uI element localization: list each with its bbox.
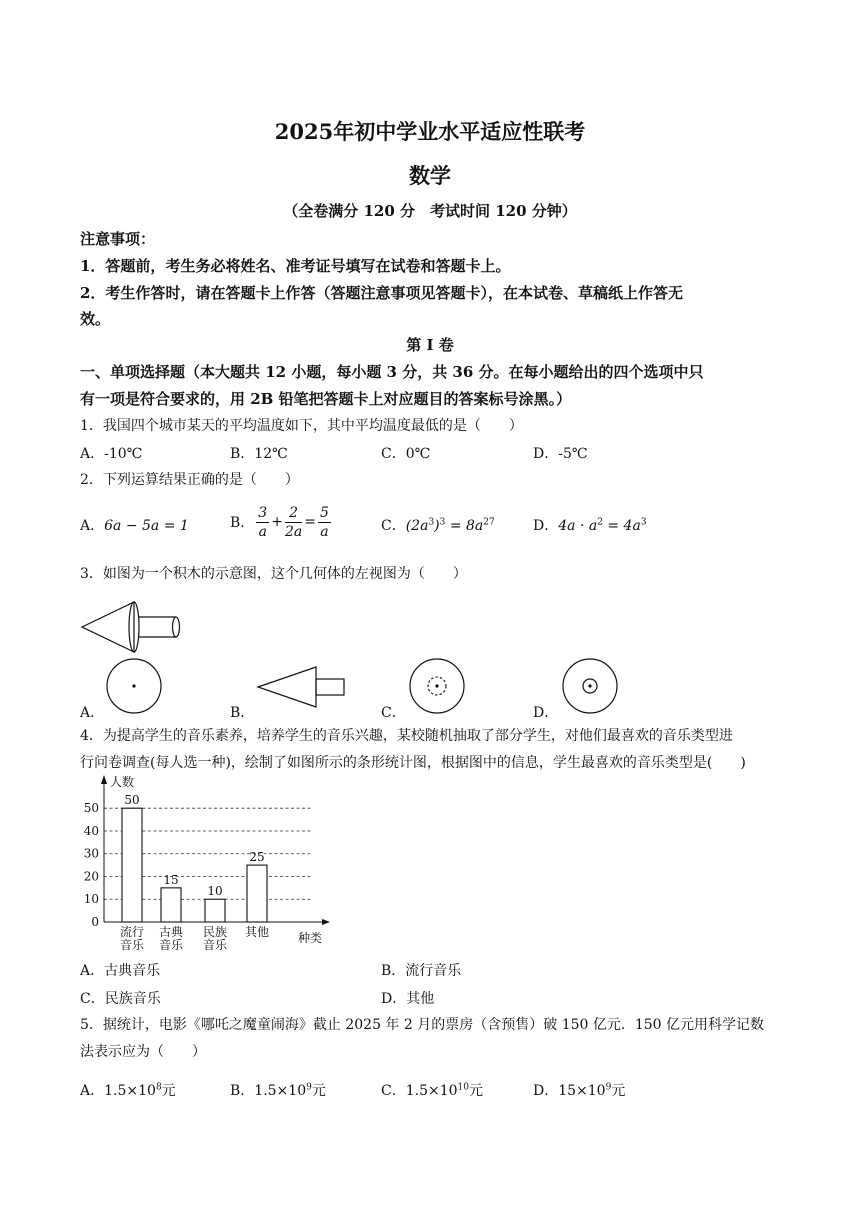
exam-info: （全卷满分 120 分 考试时间 120 分钟） bbox=[283, 202, 577, 220]
bar bbox=[205, 899, 225, 922]
q2-frac-3: $\frac{5}{a}$ bbox=[319, 504, 329, 540]
q4-stem: 4．为提高学生的音乐素养，培养学生的音乐兴趣，某校随机抽取了部分学生，对他们最喜欢的音乐类型进 bbox=[80, 728, 733, 744]
bar bbox=[161, 888, 181, 922]
notice-item-2-cont: 效。 bbox=[80, 310, 111, 328]
y-tick-label: 10 bbox=[83, 892, 99, 907]
volume-title: 第 I 卷 bbox=[406, 336, 454, 354]
y-tick-label: 0 bbox=[91, 915, 99, 929]
y-axis-arrow bbox=[101, 775, 107, 784]
block-figure bbox=[78, 598, 188, 658]
option-d-figure bbox=[560, 657, 624, 717]
y-axis-label: 人数 bbox=[110, 775, 135, 789]
q5-option-a: A．$1.5\times 10^8$元 bbox=[80, 1082, 176, 1099]
q2-option-d: D．$4a \cdot a^2 = 4a^3$ bbox=[533, 517, 647, 534]
q4-option-a: A．古典音乐 bbox=[80, 963, 161, 979]
q3-stem: 3．如图为一个积木的示意图，这个几何体的左视图为（ ） bbox=[80, 566, 467, 582]
section-heading-cont: 有一项是符合要求的，用 2B 铅笔把答题卡上对应题目的答案标号涂黑。） bbox=[80, 390, 572, 408]
q4-option-c: C．民族音乐 bbox=[80, 991, 161, 1007]
q2-label-a: A． bbox=[80, 518, 105, 534]
q4-stem-cont: 行问卷调查(每人选一种)，绘制了如图所示的条形统计图，根据图中的信息，学生最喜欢的音乐类型是( ) bbox=[80, 755, 746, 771]
q4-option-d: D．其他 bbox=[381, 991, 435, 1007]
bar-value-label: 50 bbox=[124, 793, 140, 808]
q2-label-c: C． bbox=[381, 518, 406, 534]
y-tick-label: 30 bbox=[83, 846, 99, 861]
x-axis-label: 种类 bbox=[298, 931, 323, 945]
category-label: 其他 bbox=[244, 925, 270, 939]
option-b-figure bbox=[254, 665, 350, 709]
bar-value-label: 15 bbox=[163, 872, 179, 887]
q3-option-c: C． bbox=[381, 705, 406, 721]
category-label: 音乐 bbox=[119, 938, 145, 952]
y-tick-label: 20 bbox=[83, 869, 99, 884]
q3-option-d: D． bbox=[533, 705, 559, 721]
option-a-figure bbox=[104, 657, 168, 717]
q5-option-b: B．$1.5\times 10^9$元 bbox=[230, 1082, 326, 1099]
q2-option-b: B． $\frac{3}{a}$ + $\frac{2}{2a}$ = $\frac{5}{a}$ bbox=[230, 504, 329, 540]
bar-value-label: 25 bbox=[249, 850, 265, 865]
x-axis-arrow bbox=[322, 919, 330, 925]
q5-stem-cont: 法表示应为（ ） bbox=[80, 1044, 206, 1060]
q1-option-b: B．12℃ bbox=[230, 446, 288, 462]
q5-stem: 5．据统计，电影《哪吒之魔童闹海》截止 2025 年 2 月的票房（含预售）破 150 亿元．150 亿元用科学记数 bbox=[80, 1017, 765, 1033]
q3-option-b: B． bbox=[230, 705, 255, 721]
q3-option-a: A． bbox=[80, 705, 105, 721]
category-label: 民族 bbox=[202, 925, 228, 939]
q2-expr-a: 6a − 5a = 1 bbox=[104, 518, 189, 534]
q2-option-a bbox=[80, 515, 189, 535]
q5-option-d: D．$15\times 10^9$元 bbox=[533, 1082, 626, 1099]
notice-item-1: 1．答题前，考生务必将姓名、准考证号填写在试卷和答题卡上。 bbox=[80, 257, 511, 275]
y-tick-label: 40 bbox=[83, 823, 99, 838]
subject-title: 数学 bbox=[409, 163, 451, 188]
q2-frac-1: $\frac{3}{a}$ bbox=[258, 504, 268, 540]
music-bar-chart bbox=[80, 772, 340, 962]
category-label: 音乐 bbox=[158, 938, 184, 952]
q5-option-c: C．$1.5\times 10^{10}$元 bbox=[381, 1082, 483, 1099]
q2-label-d: D． bbox=[533, 518, 559, 534]
option-c-figure bbox=[407, 657, 471, 717]
section-heading: 一、单项选择题（本大题共 12 小题，每小题 3 分，共 36 分。在每小题给出的四个选项中只 bbox=[80, 363, 704, 381]
q1-option-c: C．0℃ bbox=[381, 446, 431, 462]
bar bbox=[247, 865, 267, 922]
q1-option-d: D．-5℃ bbox=[533, 446, 588, 462]
category-label: 音乐 bbox=[202, 938, 228, 952]
q2-option-c: C．$(2a^3)^3 = 8a^{27}$ bbox=[381, 517, 495, 534]
q2-frac-2: $\frac{2}{2a}$ bbox=[284, 504, 303, 540]
q4-option-b: B．流行音乐 bbox=[381, 963, 462, 979]
bar-value-label: 10 bbox=[207, 884, 223, 899]
category-label: 流行 bbox=[119, 925, 145, 939]
notice-heading: 注意事项： bbox=[80, 230, 156, 248]
bar bbox=[122, 808, 142, 922]
q1-stem: 1．我国四个城市某天的平均温度如下，其中平均温度最低的是（ ） bbox=[80, 418, 523, 434]
q2-label-b: B． bbox=[230, 515, 255, 531]
category-label: 古典 bbox=[158, 925, 184, 939]
q1-option-a: A．-10℃ bbox=[80, 446, 143, 462]
notice-item-2: 2．考生作答时，请在答题卡上作答（答题注意事项见答题卡），在本试卷、草稿纸上作答无 bbox=[80, 284, 683, 302]
exam-title: 2025年初中学业水平适应性联考 bbox=[274, 119, 586, 144]
y-tick-label: 50 bbox=[83, 801, 99, 816]
q2-stem: 2．下列运算结果正确的是（ ） bbox=[80, 472, 299, 488]
